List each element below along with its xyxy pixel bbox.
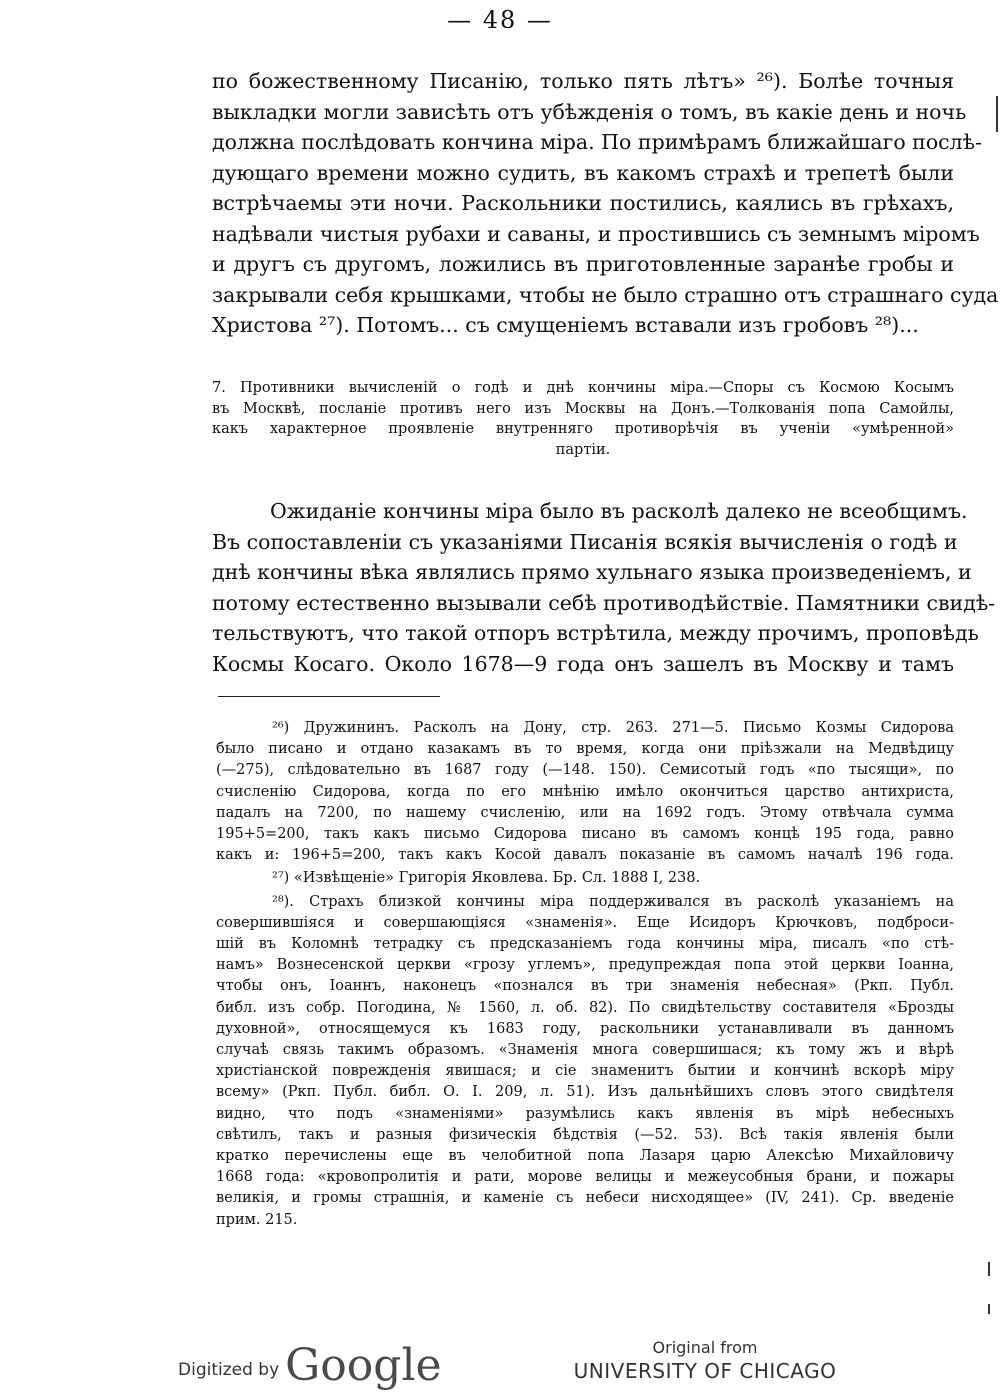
text-line: потому естественно вызывали себѣ противодѣйствіе. Памятники свидѣ- — [212, 590, 996, 615]
footnote-line: (—275), слѣдовательно въ 1687 году (—148. 150). Семисотый годъ «по тысящи», по — [216, 762, 954, 779]
footnote-line: ²⁷) «Извѣщеніе» Григорія Яковлева. Бр. Сл. 1888 I, 238. — [272, 870, 701, 887]
text-line: Христова ²⁷). Потомъ... съ смущеніемъ вставали изъ гробовъ ²⁸)... — [212, 313, 919, 337]
digitized-by-watermark — [178, 1338, 442, 1391]
google-logo: Google — [285, 1340, 442, 1391]
body-paragraph-2 — [212, 496, 996, 679]
section-heading — [212, 378, 954, 460]
footnote-line: видно, что подъ «знаменіями» разумѣлись какъ явленія въ мірѣ небесныхъ — [216, 1105, 954, 1122]
footnote-line: совершившіяся и совершающіяся «знаменія». Еще Исидоръ Крючковъ, подброси- — [216, 914, 954, 931]
footnote-line: духовной», относящемуся къ 1683 году, раскольники устанавливали въ данномъ — [216, 1020, 954, 1037]
digitized-by-label: Digitized by — [178, 1360, 280, 1380]
footnote-line: великія, и громы страшнія, и каменіе съ небеси нисходящее» (IV, 241). Ср. введеніе — [216, 1190, 954, 1207]
footnote-line: ²⁶) Дружининъ. Расколъ на Дону, стр. 263. 271—5. Письмо Козмы Сидорова — [272, 720, 954, 736]
text-line: Въ сопоставленіи съ указаніями Писанія всякія вычисленія о годѣ и — [212, 529, 958, 554]
footnote-line: счисленію Сидорова, когда по его мнѣнію имѣло окончиться царство антихриста, — [216, 783, 954, 800]
footnote-line: чтобы онъ, Іоаннъ, наконецъ «познался въ три знаменія небесная» (Ркп. Публ. — [216, 978, 954, 995]
footnote-line: 195+5=200, такъ какъ письмо Сидорова писано въ самомъ концѣ 195 года, равно — [216, 826, 954, 843]
footnote-line: всему» (Ркп. Публ. библ. О. I. 209, л. 51). Изъ дальнѣйшихъ словъ этого свидѣтеля — [216, 1084, 954, 1101]
original-from-label: Original from — [652, 1338, 758, 1357]
footnote-line: было писано и отдано казакамъ въ то время, когда они пріѣзжали на Медвѣдицу — [216, 741, 954, 758]
footnote-line: свѣтилъ, такъ и разныя физическія бѣдствія (—52. 53). Всѣ такія явленія были — [216, 1126, 954, 1143]
heading-line: 7. Противники вычисленій о годѣ и днѣ кончины міра.—Споры съ Космою Косымъ — [212, 380, 954, 396]
footnote-line: христіанской поврежденія явишася; и сіе знаменитъ бытии и кончинѣ вскорѣ міру — [216, 1063, 954, 1080]
footnote-line: кратко перечислены еще въ челобитной попа Лазаря царю Алексѣю Михайловичу — [216, 1148, 954, 1165]
text-line: дующаго времени можно судить, въ какомъ страхѣ и трепетѣ были — [212, 160, 954, 185]
heading-line: въ Москвѣ, посланіе противъ него изъ Москвы на Донъ.—Толкованія попа Самойлы, — [212, 400, 954, 417]
footnote-28 — [216, 892, 954, 1231]
heading-line: партіи. — [555, 441, 611, 458]
footnote-separator — [218, 696, 440, 697]
margin-scan-mark — [996, 96, 998, 132]
footnote-27 — [216, 868, 954, 889]
university-label: UNIVERSITY OF CHICAGO — [573, 1359, 837, 1383]
original-source-watermark — [560, 1338, 850, 1384]
footnote-line: библ. изъ собр. Погодина, № 1560, л. об. 82). По свидѣтельству составителя «Брозды — [216, 999, 954, 1016]
footnote-line: 1668 года: «кровопролитія и рати, морове велицы и межеусобныя брани, и пожары — [216, 1169, 954, 1186]
body-paragraph-1 — [212, 66, 999, 341]
footnote-line: случаѣ связь такимъ образомъ. «Знаменія многа совершишася; къ тому жъ и вѣрѣ — [216, 1042, 954, 1059]
text-line: по божественному Писанію, только пять лѣтъ» ²⁶). Болѣе точныя — [212, 69, 954, 93]
text-line: Космы Косаго. Около 1678—9 года онъ зашелъ въ Москву и тамъ — [212, 651, 954, 676]
footnote-26 — [216, 718, 954, 866]
footnote-line: прим. 215. — [216, 1211, 298, 1228]
footnote-line: ²⁸). Страхъ близкой кончины міра поддерживался въ расколѣ указаніемъ на — [272, 893, 954, 910]
footnote-line: намъ» Вознесенской церкви «грозу углемъ», предупреждая попа этой церкви Іоанна, — [216, 957, 954, 974]
margin-scan-mark — [988, 1304, 990, 1314]
text-line: днѣ кончины вѣка являлись прямо хульнаго языка произведеніемъ, и — [212, 560, 972, 584]
text-line: выкладки могли зависѣть отъ убѣжденія о томъ, въ какіе день и ночь — [212, 99, 967, 124]
footnote-line: падалъ на 7200, по нашему счисленію, или на 1692 годъ. Этому отвѣчала сумма — [216, 804, 954, 821]
text-line: Ожиданіе кончины міра было въ расколѣ далеко не всеобщимъ. — [270, 499, 968, 523]
footnote-line: шій въ Коломнѣ тетрадку съ предсказаніемъ года кончины міра, писалъ «по стѣ- — [216, 936, 954, 953]
footnote-line: какъ и: 196+5=200, такъ какъ Косой давалъ показаніе въ самомъ началѣ 196 года. — [216, 847, 954, 864]
margin-scan-mark — [988, 1262, 990, 1276]
text-line: закрывали себя крышками, чтобы не было страшно отъ страшнаго суда — [212, 282, 999, 307]
text-line: встрѣчаемы эти ночи. Раскольники постились, каялись въ грѣхахъ, — [212, 191, 954, 215]
text-line: тельствуютъ, что такой отпоръ встрѣтила, между прочимъ, проповѣдь — [212, 621, 979, 645]
heading-line: какъ характерное проявленіе внутренняго противорѣчія въ ученіи «умѣренной» — [212, 421, 954, 437]
text-line: и другъ съ другомъ, ложились въ приготовленные заранѣе гробы и — [212, 252, 954, 276]
text-line: должна послѣдовать кончина міра. По примѣрамъ ближайшаго послѣ- — [212, 130, 982, 154]
text-line: надѣвали чистыя рубахи и саваны, и простившись съ земнымъ міромъ — [212, 221, 980, 246]
footnotes — [216, 718, 954, 1233]
page-number: — 48 — — [447, 6, 553, 34]
